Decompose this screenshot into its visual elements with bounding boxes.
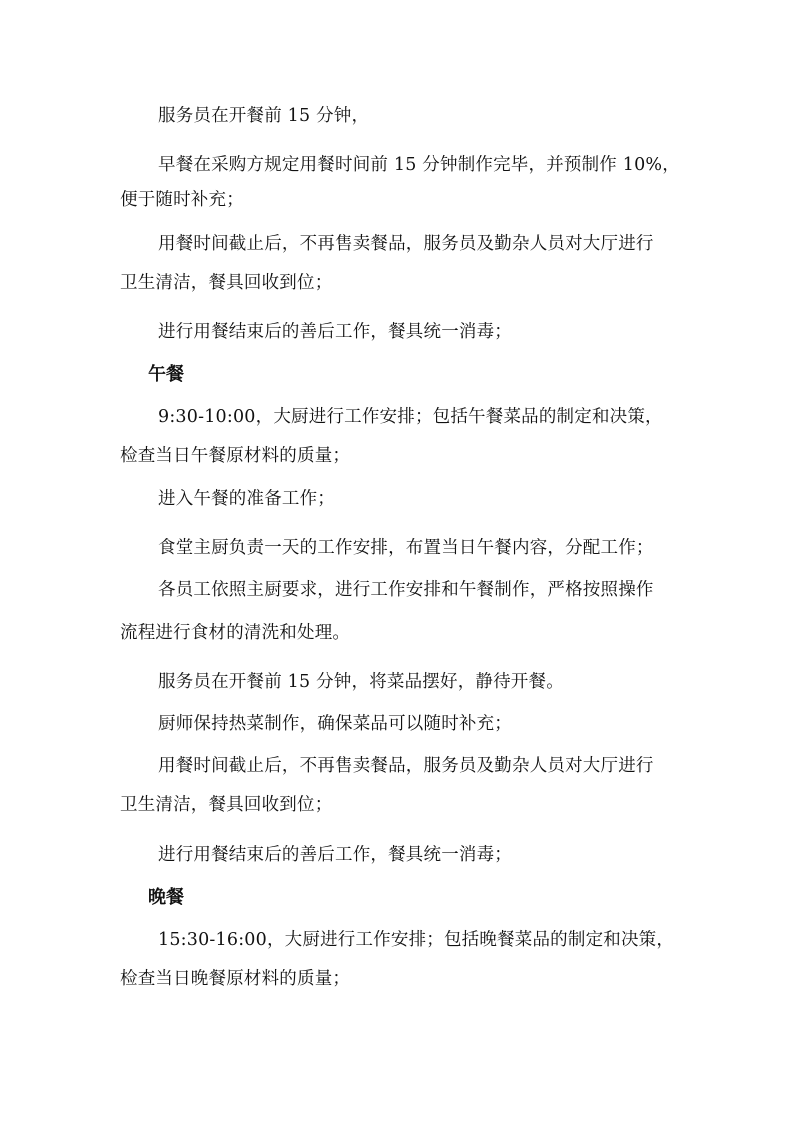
- paragraph-line: 早餐在采购方规定用餐时间前 15 分钟制作完毕，并预制作 10%，: [158, 155, 680, 175]
- paragraph-line: 卫生清洁，餐具回收到位；: [120, 273, 333, 293]
- paragraph-line: 厨师保持热菜制作，确保菜品可以随时补充；: [158, 714, 512, 734]
- paragraph-line: 进行用餐结束后的善后工作，餐具统一消毒；: [158, 322, 512, 342]
- paragraph-line: 服务员在开餐前 15 分钟，将菜品摆好，静待开餐。: [158, 672, 564, 692]
- paragraph-line: 9:30-10:00，大厨进行工作安排；包括午餐菜品的制定和决策，: [158, 407, 663, 427]
- section-heading-lunch: 午餐: [148, 364, 184, 385]
- paragraph-line: 各员工依照主厨要求，进行工作安排和午餐制作，严格按照操作: [158, 580, 654, 600]
- paragraph-line: 食堂主厨负责一天的工作安排，布置当日午餐内容，分配工作；: [158, 538, 654, 558]
- paragraph-line: 用餐时间截止后，不再售卖餐品，服务员及勤杂人员对大厅进行: [158, 234, 654, 254]
- paragraph-line: 进行用餐结束后的善后工作，餐具统一消毒；: [158, 845, 512, 865]
- paragraph-line: 15:30-16:00，大厨进行工作安排；包括晚餐菜品的制定和决策，: [158, 930, 675, 950]
- section-heading-dinner: 晚餐: [148, 887, 184, 908]
- paragraph-line: 服务员在开餐前 15 分钟，: [158, 106, 370, 126]
- paragraph-line: 卫生清洁，餐具回收到位；: [120, 795, 333, 815]
- paragraph-line: 便于随时补充；: [120, 190, 244, 210]
- paragraph-line: 检查当日午餐原材料的质量；: [120, 446, 351, 466]
- paragraph-line: 用餐时间截止后，不再售卖餐品，服务员及勤杂人员对大厅进行: [158, 756, 654, 776]
- paragraph-line: 流程进行食材的清洗和处理。: [120, 623, 351, 643]
- paragraph-line: 检查当日晚餐原材料的质量；: [120, 969, 351, 989]
- paragraph-line: 进入午餐的准备工作；: [158, 489, 335, 509]
